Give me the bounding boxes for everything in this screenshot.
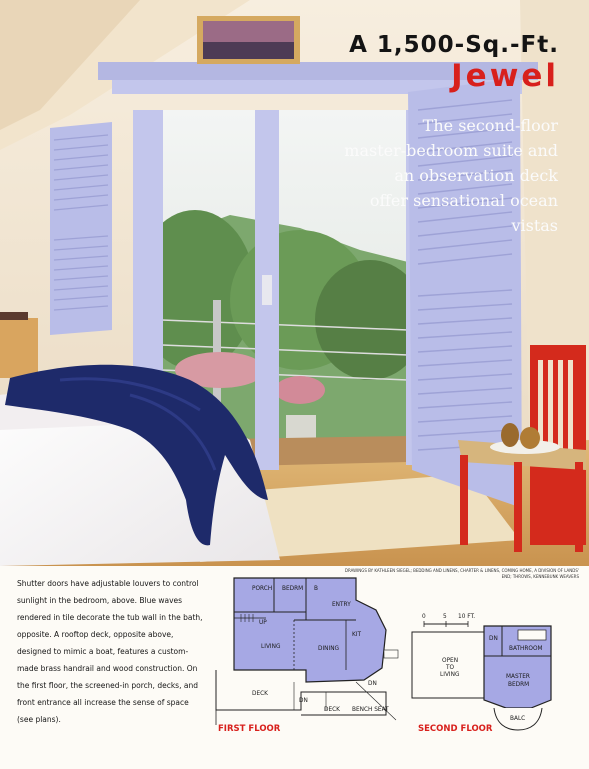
deck-text: [328, 113, 558, 238]
sf-scale-5: 5: [443, 614, 447, 620]
sf-master-line-2: BEDRM: [508, 682, 530, 688]
ff-entry-label: ENTRY: [332, 602, 351, 608]
deck-line-4: offer sensational ocean vistas: [369, 191, 558, 235]
sf-bathroom-label: BATHROOM: [509, 646, 543, 652]
floor-plans: [206, 570, 589, 769]
ff-up-label: UP: [259, 620, 267, 626]
sf-balc-label: BALC: [510, 716, 526, 722]
ff-bench-seat-label: BENCH SEAT: [352, 707, 389, 713]
photo-credit-line-1: DRAWINGS BY KATHLEEN SIEGEL; BEDDING AND LINENS, CHARTER & LINENS, COMING HOME, A DIVISION OF LANDS' END; THROWS, KENNEBUNK WEAVERS: [344, 568, 579, 579]
ff-dn-right-label: DN: [368, 681, 377, 687]
ff-living-label: LIVING: [261, 644, 281, 650]
ff-kit-label: KIT: [352, 632, 362, 638]
sf-master-line-1: MASTER: [506, 674, 530, 680]
photo-caption: Shutter doors have adjustable louvers to control sunlight in the bedroom, above. Blue waves rendered in tile decorate the tub wall in the bath, opposite. A rooftop deck, opposite above, designed to mimic a boat, features a custom-made brass handrail and wood construction. On the first floor, the screened-in porch, decks, and front entrance all increase the sense of space (see plans).: [17, 579, 203, 724]
second-floor-title: SECOND FLOOR: [418, 724, 493, 734]
ff-dn-bottom-label: DN: [299, 698, 308, 704]
sf-scale-10: 10 FT.: [458, 614, 476, 620]
first-floor-title: FIRST FLOOR: [218, 724, 281, 734]
ff-deck-center-label: DECK: [324, 707, 340, 713]
sf-open-line-2: TO: [446, 665, 455, 671]
ff-b-label: B: [314, 586, 318, 592]
headline-line-2: Jewel: [451, 58, 559, 94]
ff-porch-label: PORCH: [252, 586, 273, 592]
floor-plans-drawing: [206, 570, 589, 769]
second-floor-plan: [412, 614, 551, 734]
deck-line-2: master-bedroom suite and: [344, 141, 558, 160]
sf-open-line-3: LIVING: [440, 672, 460, 678]
ff-bedrm-label: BEDRM: [282, 586, 304, 592]
ff-dining-label: DINING: [318, 646, 340, 652]
sf-scale-0: 0: [422, 614, 426, 620]
deck-line-1: The second-floor: [422, 116, 558, 135]
first-floor-plan: [216, 578, 398, 734]
deck-line-3: an observation deck: [394, 166, 558, 185]
sf-open-line-1: OPEN: [442, 658, 459, 664]
sf-dn-label: DN: [489, 636, 498, 642]
headline-line-1: A 1,500-Sq.-Ft.: [349, 32, 559, 58]
ff-deck-left-label: DECK: [252, 691, 268, 697]
